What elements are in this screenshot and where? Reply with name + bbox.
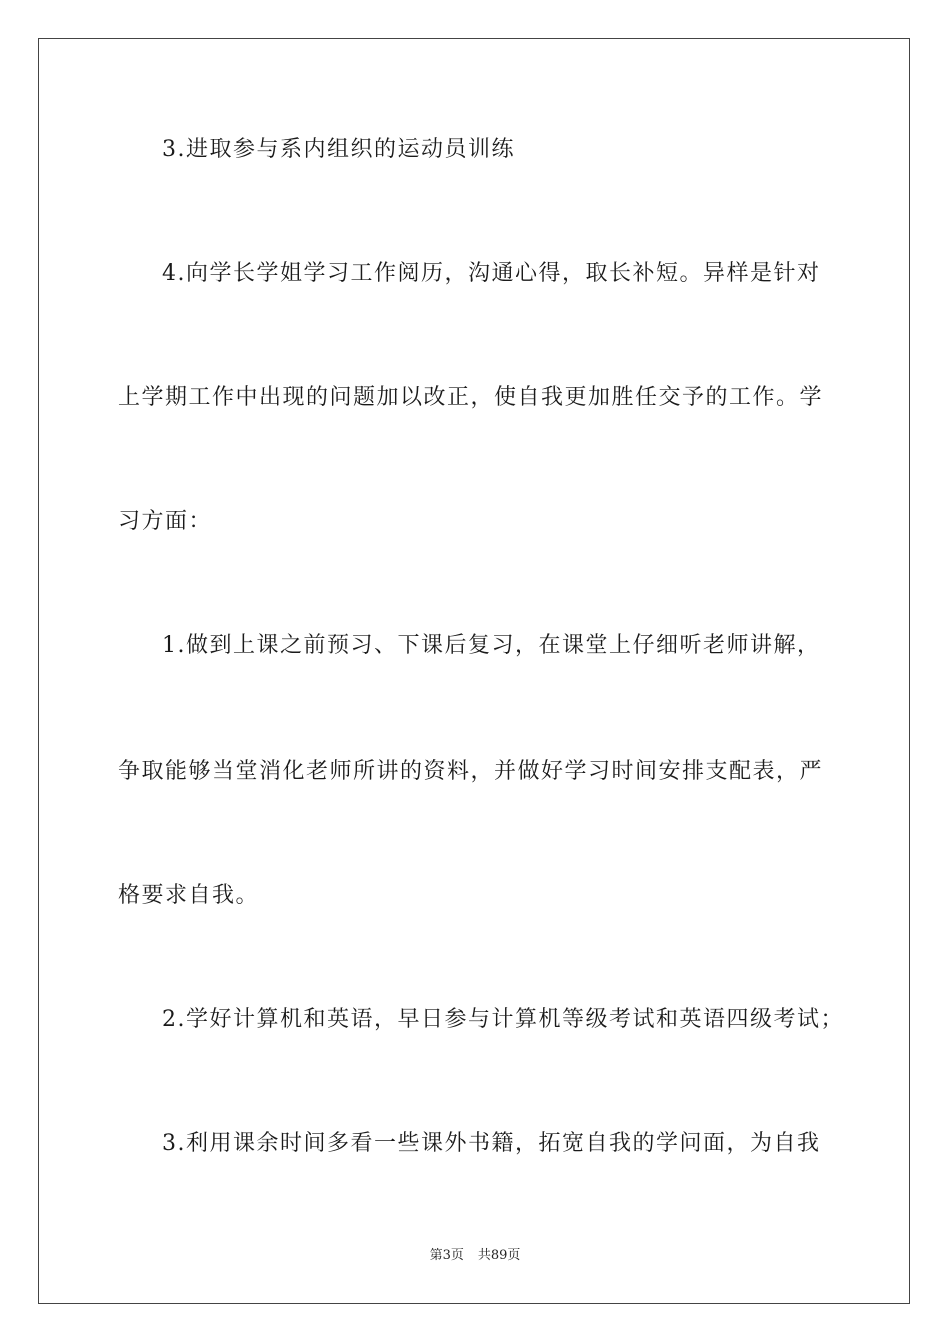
paragraph-line: 1.做到上课之前预习、下课后复习，在课堂上仔细听老师讲解， — [162, 633, 821, 658]
page-total: 共89页 — [477, 1248, 521, 1263]
paragraph-line: 3.利用课余时间多看一些课外书籍，拓宽自我的学问面，为自我 — [162, 1131, 821, 1156]
paragraph-line: 3.进取参与系内组织的运动员训练 — [162, 137, 515, 162]
page-footer — [0, 1247, 950, 1265]
paragraph-line: 4.向学长学姐学习工作阅历，沟通心得，取长补短。异样是针对 — [162, 261, 821, 286]
paragraph-line: 争取能够当堂消化老师所讲的资料，并做好学习时间安排支配表，严 — [118, 759, 824, 784]
paragraph-line: 习方面： — [118, 509, 213, 534]
paragraph-line: 格要求自我。 — [118, 883, 260, 908]
paragraph-line: 2.学好计算机和英语，早日参与计算机等级考试和英语四级考试； — [162, 1007, 844, 1032]
page-border — [38, 38, 910, 1304]
paragraph-line: 上学期工作中出现的问题加以改正，使自我更加胜任交予的工作。学 — [118, 385, 824, 410]
page-number: 第3页 — [429, 1248, 464, 1263]
